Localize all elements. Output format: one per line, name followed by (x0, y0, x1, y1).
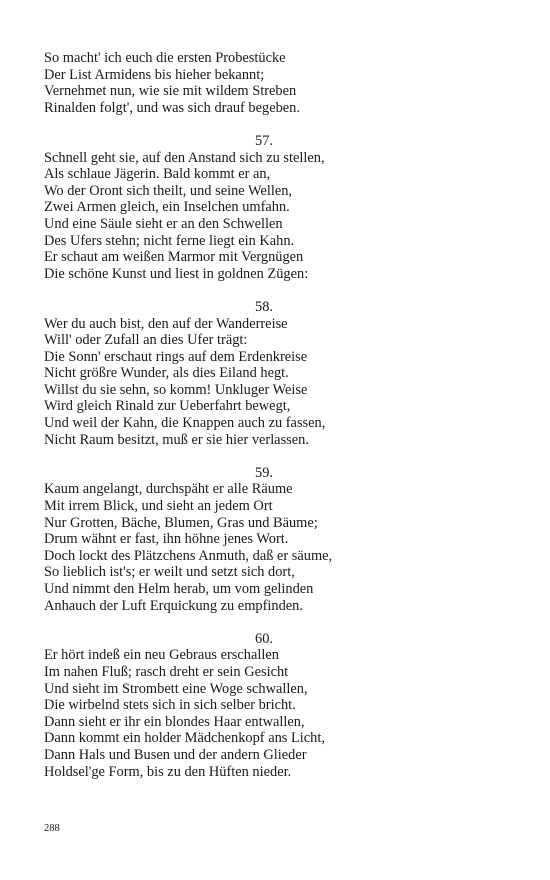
stanza-59 (44, 465, 484, 614)
verse-line: Als schlaue Jägerin. Bald kommt er an, (44, 166, 271, 183)
intro-stanza (44, 50, 484, 116)
verse-line: Die schöne Kunst und liest in goldnen Zügen: (44, 265, 309, 282)
verse-line: Anhauch der Luft Erquickung zu empfinden. (44, 597, 303, 614)
verse-line: Die wirbelnd stets sich in sich selber bricht. (44, 697, 296, 714)
verse-line: Kaum angelangt, durchspäht er alle Räume (44, 481, 293, 498)
verse-line: Dann sieht er ihr ein blondes Haar entwallen, (44, 713, 305, 730)
verse-line: So lieblich ist's; er weilt und setzt sich dort, (44, 564, 295, 581)
verse-line: Dann kommt ein holder Mädchenkopf ans Licht, (44, 730, 325, 747)
poem-page (44, 50, 484, 797)
verse-line: Nicht Raum besitzt, muß er sie hier verlassen. (44, 431, 309, 448)
verse-line: Schnell geht sie, auf den Anstand sich zu stellen, (44, 149, 325, 166)
stanza-60 (44, 631, 484, 780)
verse-line: Drum wähnt er fast, ihn höhne jenes Wort. (44, 531, 289, 548)
stanza-58 (44, 299, 484, 448)
verse-line: Des Ufers stehn; nicht ferne liegt ein Kahn. (44, 232, 295, 249)
verse-line: Holdsel'ge Form, bis zu den Hüften nieder. (44, 763, 292, 780)
page-number: 288 (44, 823, 60, 834)
verse-line: Die Sonn' erschaut rings auf dem Erdenkreise (44, 348, 308, 365)
verse-line: Er schaut am weißen Marmor mit Vergnügen (44, 249, 304, 266)
verse-line: Wer du auch bist, den auf der Wanderreise (44, 315, 288, 332)
verse-line: Wird gleich Rinald zur Ueberfahrt bewegt, (44, 398, 291, 415)
verse-line: Er hört indeß ein neu Gebraus erschallen (44, 647, 279, 664)
verse-line: Doch lockt des Plätzchens Anmuth, daß er säume, (44, 547, 333, 564)
verse-line: Rinalden folgt', und was sich drauf begeben. (44, 99, 300, 116)
verse-line: Und nimmt den Helm herab, um vom gelinden (44, 581, 314, 597)
verse-line: Und weil der Kahn, die Knappen auch zu fassen, (44, 415, 326, 432)
verse-line: So macht' ich euch die ersten Probestücke (44, 50, 286, 66)
verse-line: Wo der Oront sich theilt, und seine Wellen, (44, 182, 292, 199)
verse-line: Dann Hals und Busen und der andern Glieder (44, 746, 307, 763)
verse-line: Der List Armidens bis hieher bekannt; (44, 66, 265, 83)
verse-line: Willst du sie sehn, so komm! Unkluger Weise (44, 381, 308, 398)
stanza-number: 59. (255, 464, 273, 481)
stanza-number: 57. (255, 132, 273, 149)
verse-line: Nur Grotten, Bäche, Blumen, Gras und Bäume; (44, 514, 318, 531)
stanza-number: 58. (255, 298, 273, 315)
verse-line: Will' oder Zufall an dies Ufer trägt: (44, 332, 248, 349)
verse-line: Mit irrem Blick, und sieht an jedem Ort (44, 498, 273, 515)
stanza-57 (44, 133, 484, 282)
verse-line: Zwei Armen gleich, ein Inselchen umfahn. (44, 199, 290, 216)
verse-line: Vernehmet nun, wie sie mit wildem Streben (44, 83, 297, 100)
verse-line: Nicht größre Wunder, als dies Eiland hegt. (44, 365, 289, 382)
verse-line: Im nahen Fluß; rasch dreht er sein Gesicht (44, 663, 289, 680)
verse-line: Und sieht im Strombett eine Woge schwallen, (44, 680, 308, 697)
stanza-number: 60. (255, 630, 273, 647)
verse-line: Und eine Säule sieht er an den Schwellen (44, 215, 283, 232)
